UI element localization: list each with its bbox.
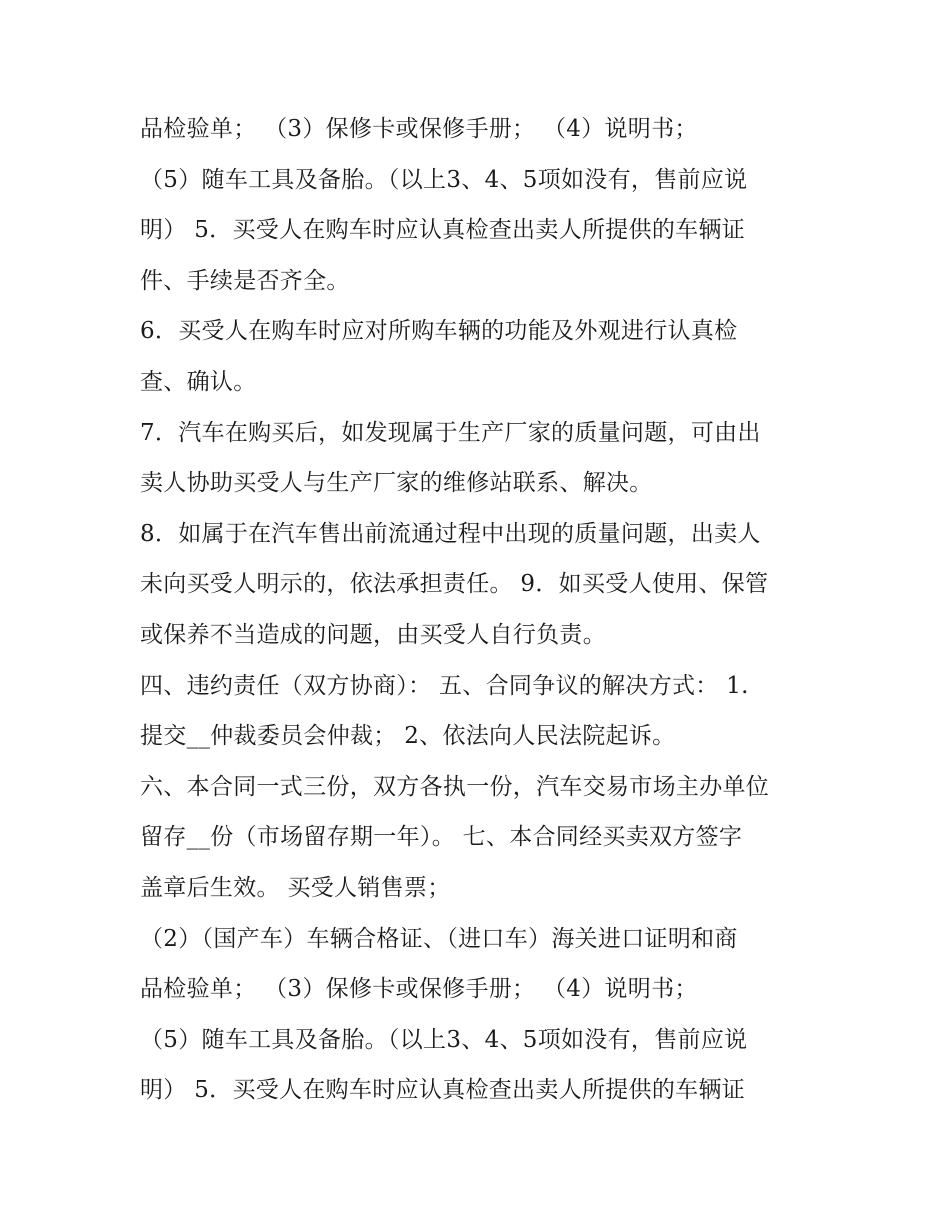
text-line: 8．如属于在汽车售出前流通过程中出现的质量问题，出卖人 — [140, 520, 761, 547]
text-line: （5）随车工具及备胎。（以上3、4、5项如没有，售前应说 — [140, 1026, 748, 1053]
text-line: 明） 5．买受人在购车时应认真检查出卖人所提供的车辆证 — [140, 217, 746, 244]
text-line: （5）随车工具及备胎。（以上3、4、5项如没有，售前应说 — [140, 166, 748, 193]
text-line: 卖人协助买受人与生产厂家的维修站联系、解决。 — [140, 470, 653, 497]
text-line: 或保养不当造成的问题，由买受人自行负责。 — [140, 621, 606, 648]
text-line: 明） 5．买受人在购车时应认真检查出卖人所提供的车辆证 — [140, 1077, 746, 1104]
text-line: 6．买受人在购车时应对所购车辆的功能及外观进行认真检 — [140, 318, 738, 345]
text-line: 提交__仲裁委员会仲裁； 2、依法向人民法院起诉。 — [140, 723, 676, 750]
text-line: 六、本合同一式三份，双方各执一份，汽车交易市场主办单位 — [140, 773, 770, 800]
text-line: 7．汽车在购买后，如发现属于生产厂家的质量问题，可由出 — [140, 419, 761, 446]
text-line: 四、违约责任（双方协商）： 五、合同争议的解决方式： 1. — [140, 672, 749, 699]
text-line: 品检验单； （3）保修卡或保修手册； （4）说明书； — [140, 976, 698, 1003]
text-line: （2）（国产车）车辆合格证、（进口车）海关进口证明和商 — [140, 925, 738, 952]
text-line: 件、手续是否齐全。 — [140, 267, 350, 294]
text-line: 品检验单； （3）保修卡或保修手册； （4）说明书； — [140, 116, 698, 142]
text-line: 盖章后生效。 买受人销售票； — [140, 874, 451, 901]
text-line: 留存__份（市场留存期一年）。 七、本合同经买卖双方签字 — [140, 824, 743, 851]
text-line: 查、确认。 — [140, 368, 257, 395]
document-body — [140, 104, 840, 1116]
text-line: 未向买受人明示的，依法承担责任。 9．如买受人使用、保管 — [140, 571, 769, 598]
